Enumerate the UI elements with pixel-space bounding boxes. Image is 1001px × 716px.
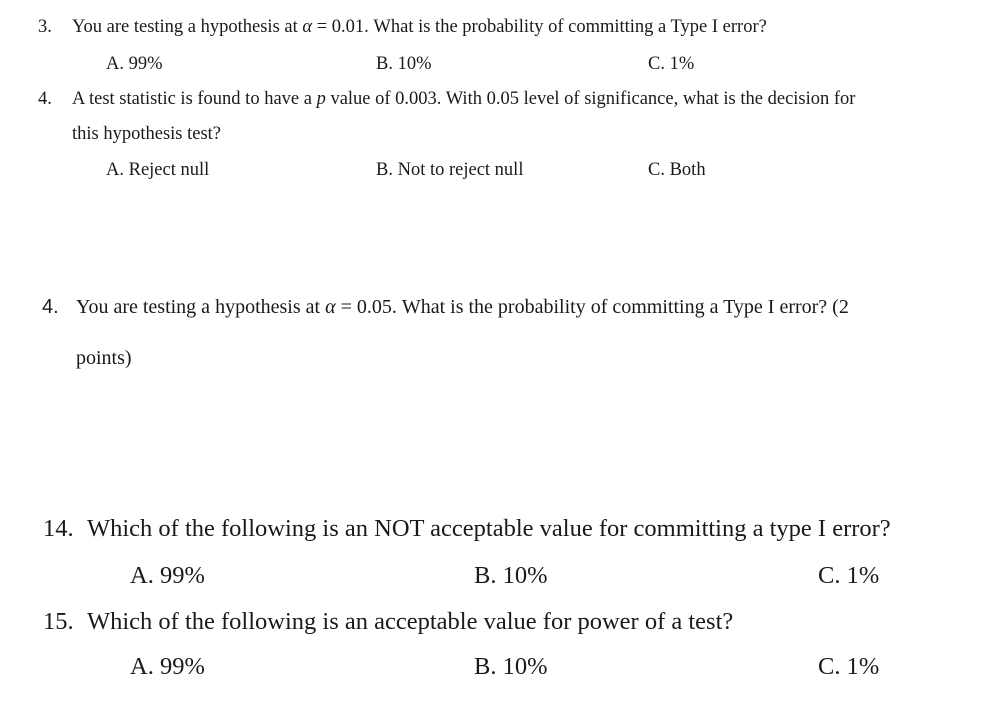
option-c: C. 1% — [818, 562, 880, 589]
p-symbol: p — [316, 89, 326, 109]
question-14 — [43, 515, 74, 543]
question-4 — [38, 89, 52, 110]
question-3-text: You are testing a hypothesis at α = 0.01. What is the probability of committing a Type I error? — [72, 17, 767, 37]
question-number: 3. — [38, 17, 52, 37]
question-4-text-line2: this hypothesis test? — [72, 124, 222, 144]
alpha-value: = 0.01 — [312, 17, 365, 37]
question-15-text: Which of the following is an acceptable value for power of a test? — [87, 608, 734, 635]
question-number: 14. — [43, 515, 74, 542]
option-c: C. 1% — [648, 54, 695, 74]
question-number: 15. — [43, 608, 74, 635]
alpha-value: = 0.05 — [335, 296, 392, 318]
option-b: B. 10% — [376, 54, 432, 74]
option-a: A. 99% — [130, 562, 205, 589]
question-3 — [38, 17, 52, 38]
alpha-symbol: α — [325, 296, 336, 318]
question-4-alt-number: 4. — [42, 296, 59, 318]
question-14-text: Which of the following is an NOT acceptable value for committing a type I error? — [87, 515, 891, 542]
option-a: A. Reject null — [106, 160, 210, 180]
option-a: A. 99% — [106, 54, 163, 74]
question-4-alt-text: You are testing a hypothesis at α = 0.05. What is the probability of committing a Type I error? (2 — [76, 296, 849, 318]
option-b: B. 10% — [474, 653, 548, 680]
option-b: B. Not to reject null — [376, 160, 524, 180]
option-a: A. 99% — [130, 653, 205, 680]
question-number: 4. — [38, 89, 52, 109]
question-4-text: A test statistic is found to have a p value of 0.003. With 0.05 level of significance, what is the decision for — [72, 89, 856, 109]
question-15 — [43, 608, 74, 636]
alpha-symbol: α — [302, 17, 313, 37]
option-c: C. 1% — [818, 653, 880, 680]
question-4-alt-text-line2: points) — [76, 347, 132, 369]
option-c: C. Both — [648, 160, 706, 180]
option-b: B. 10% — [474, 562, 548, 589]
